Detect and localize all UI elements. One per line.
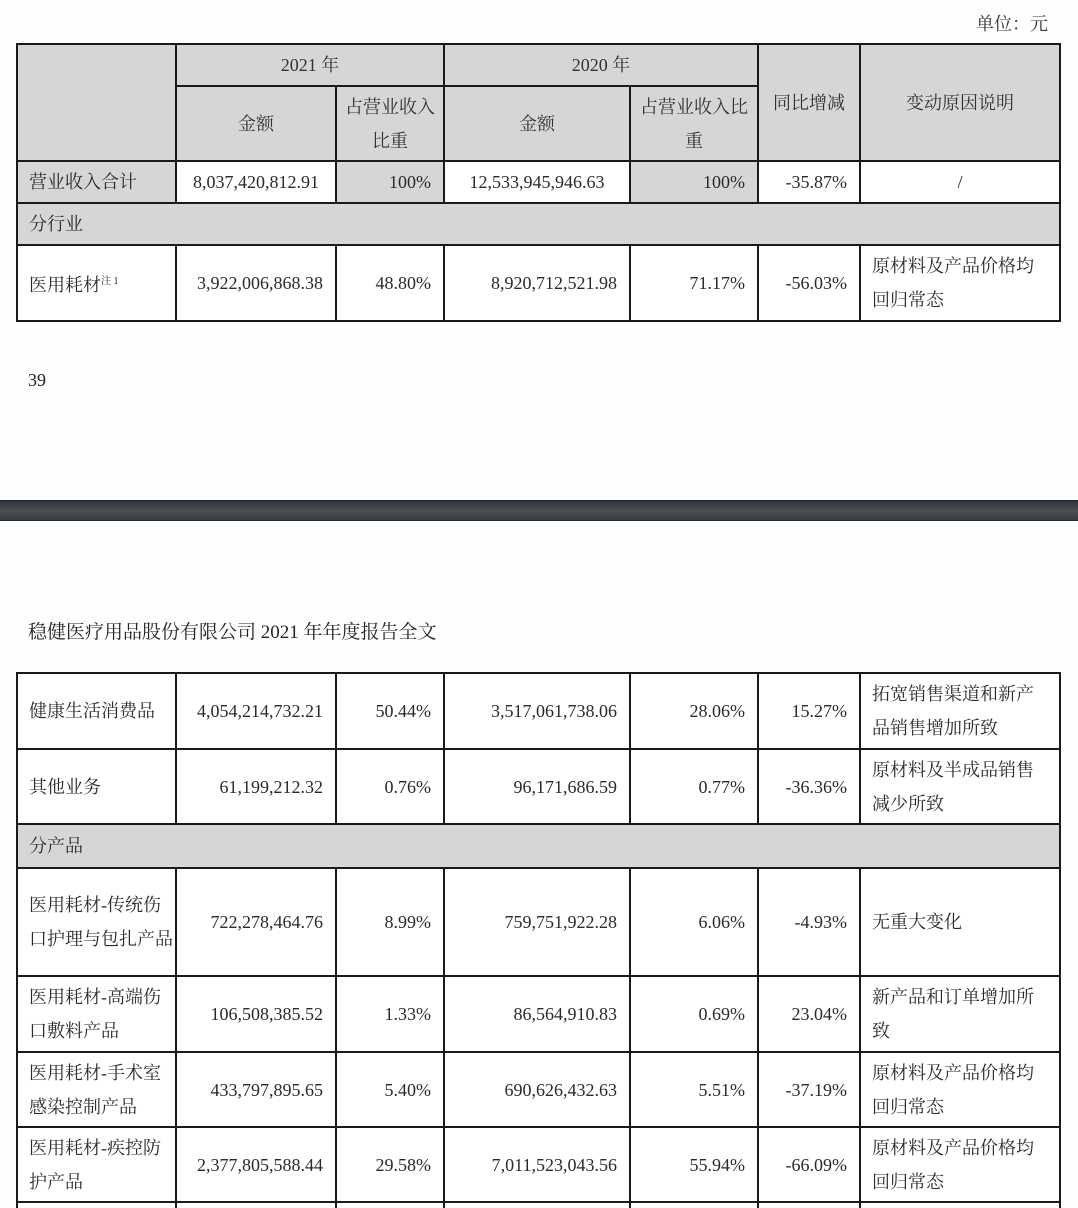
header-ratio-2021: 占营业收入比重 (336, 86, 444, 161)
ratio-2021: 5.40% (336, 1052, 444, 1127)
revenue-table-part1 (16, 43, 1061, 322)
row-label: 其他业务 (17, 749, 176, 824)
ratio-2020: 55.94% (630, 1127, 758, 1202)
table-row (17, 868, 1060, 976)
amount-2020: 8,920,712,521.98 (444, 245, 630, 321)
page-number: 39 (28, 370, 46, 390)
page-divider (0, 500, 1078, 521)
row-label: 医用耗材-高端伤口敷料产品 (17, 976, 176, 1052)
header-amount-2021: 金额 (176, 86, 336, 161)
yoy-change: -4.93% (758, 868, 860, 976)
amount-2021: 722,278,464.76 (176, 868, 336, 976)
footnote-marker: 注 1 (101, 275, 119, 287)
ratio-2021: 0.76% (336, 749, 444, 824)
reason: 原材料及产品价格均回归常态 (860, 245, 1060, 321)
header-amount-2020: 金额 (444, 86, 630, 161)
unit-label: 单位：元 (976, 14, 1048, 34)
revenue-table-part2 (16, 672, 1061, 1208)
reason: 无重大变化 (860, 868, 1060, 976)
ratio-2020: 28.06% (630, 673, 758, 749)
row-label: 医用耗材$^{注 1}$ (17, 245, 176, 321)
header-blank-cell (17, 44, 176, 161)
report-title: 稳健医疗用品股份有限公司 2021 年年度报告全文 (28, 622, 437, 643)
table-row (17, 976, 1060, 1052)
yoy-change: -66.09% (758, 1127, 860, 1202)
ratio-2020: 0.77% (630, 749, 758, 824)
row-label: 医用耗材-手术室感染控制产品 (17, 1052, 176, 1127)
ratio-2021: 29.58% (336, 1127, 444, 1202)
reason: 拓宽销售渠道和新产品销售增加所致 (860, 673, 1060, 749)
table-row (17, 673, 1060, 749)
amount-2020: 690,626,432.63 (444, 1052, 630, 1127)
reason: / (860, 161, 1060, 203)
amount-2021: 433,797,895.65 (176, 1052, 336, 1127)
document-page-top (0, 0, 1078, 500)
ratio-2020: 100% (630, 161, 758, 203)
amount-2020: 12,533,945,946.63 (444, 161, 630, 203)
row-label: 医用耗材-传统伤口护理与包扎产品 (17, 868, 176, 976)
amount-2021: 3,922,006,868.38 (176, 245, 336, 321)
table-row (17, 1052, 1060, 1127)
ratio-2021: 1.33% (336, 976, 444, 1052)
ratio-2021: 48.80% (336, 245, 444, 321)
section-label: 分行业 (17, 203, 1060, 245)
table-row (17, 245, 1060, 321)
amount-2021: 4,054,214,732.21 (176, 673, 336, 749)
section-row-industry (17, 203, 1060, 245)
ratio-2021: 100% (336, 161, 444, 203)
yoy-change: -37.19% (758, 1052, 860, 1127)
table-row (17, 1127, 1060, 1202)
header-year-2020: 2020 年 (444, 44, 758, 86)
reason: 原材料及半成品销售减少所致 (860, 749, 1060, 824)
amount-2020: 759,751,922.28 (444, 868, 630, 976)
section-row-product (17, 824, 1060, 868)
amount-2021: 8,037,420,812.91 (176, 161, 336, 203)
amount-2021: 106,508,385.52 (176, 976, 336, 1052)
row-label: 医用耗材-疾控防护产品 (17, 1127, 176, 1202)
ratio-2020: 5.51% (630, 1052, 758, 1127)
ratio-2021: 8.99% (336, 868, 444, 976)
amount-2020: 7,011,523,043.56 (444, 1127, 630, 1202)
section-label: 分产品 (17, 824, 1060, 868)
reason: 原材料及产品价格均回归常态 (860, 1052, 1060, 1127)
amount-2021: 2,377,805,588.44 (176, 1127, 336, 1202)
yoy-change: 23.04% (758, 976, 860, 1052)
document-page-bottom (0, 521, 1078, 1208)
table-row-partial (17, 1202, 1060, 1208)
ratio-2020: 0.69% (630, 976, 758, 1052)
row-label: 健康生活消费品 (17, 673, 176, 749)
amount-2020: 96,171,686.59 (444, 749, 630, 824)
reason: 原材料及产品价格均回归常态 (860, 1127, 1060, 1202)
table-row-total (17, 161, 1060, 203)
header-ratio-2020: 占营业收入比重 (630, 86, 758, 161)
header-yoy-change: 同比增减 (758, 44, 860, 161)
table-row (17, 749, 1060, 824)
yoy-change: 15.27% (758, 673, 860, 749)
ratio-2020: 71.17% (630, 245, 758, 321)
amount-2020: 3,517,061,738.06 (444, 673, 630, 749)
yoy-change: -56.03% (758, 245, 860, 321)
ratio-2020: 6.06% (630, 868, 758, 976)
header-reason: 变动原因说明 (860, 44, 1060, 161)
row-label: 营业收入合计 (17, 161, 176, 203)
amount-2021: 61,199,212.32 (176, 749, 336, 824)
reason: 新产品和订单增加所致 (860, 976, 1060, 1052)
yoy-change: -36.36% (758, 749, 860, 824)
amount-2020: 86,564,910.83 (444, 976, 630, 1052)
ratio-2021: 50.44% (336, 673, 444, 749)
yoy-change: -35.87% (758, 161, 860, 203)
header-year-2021: 2021 年 (176, 44, 444, 86)
